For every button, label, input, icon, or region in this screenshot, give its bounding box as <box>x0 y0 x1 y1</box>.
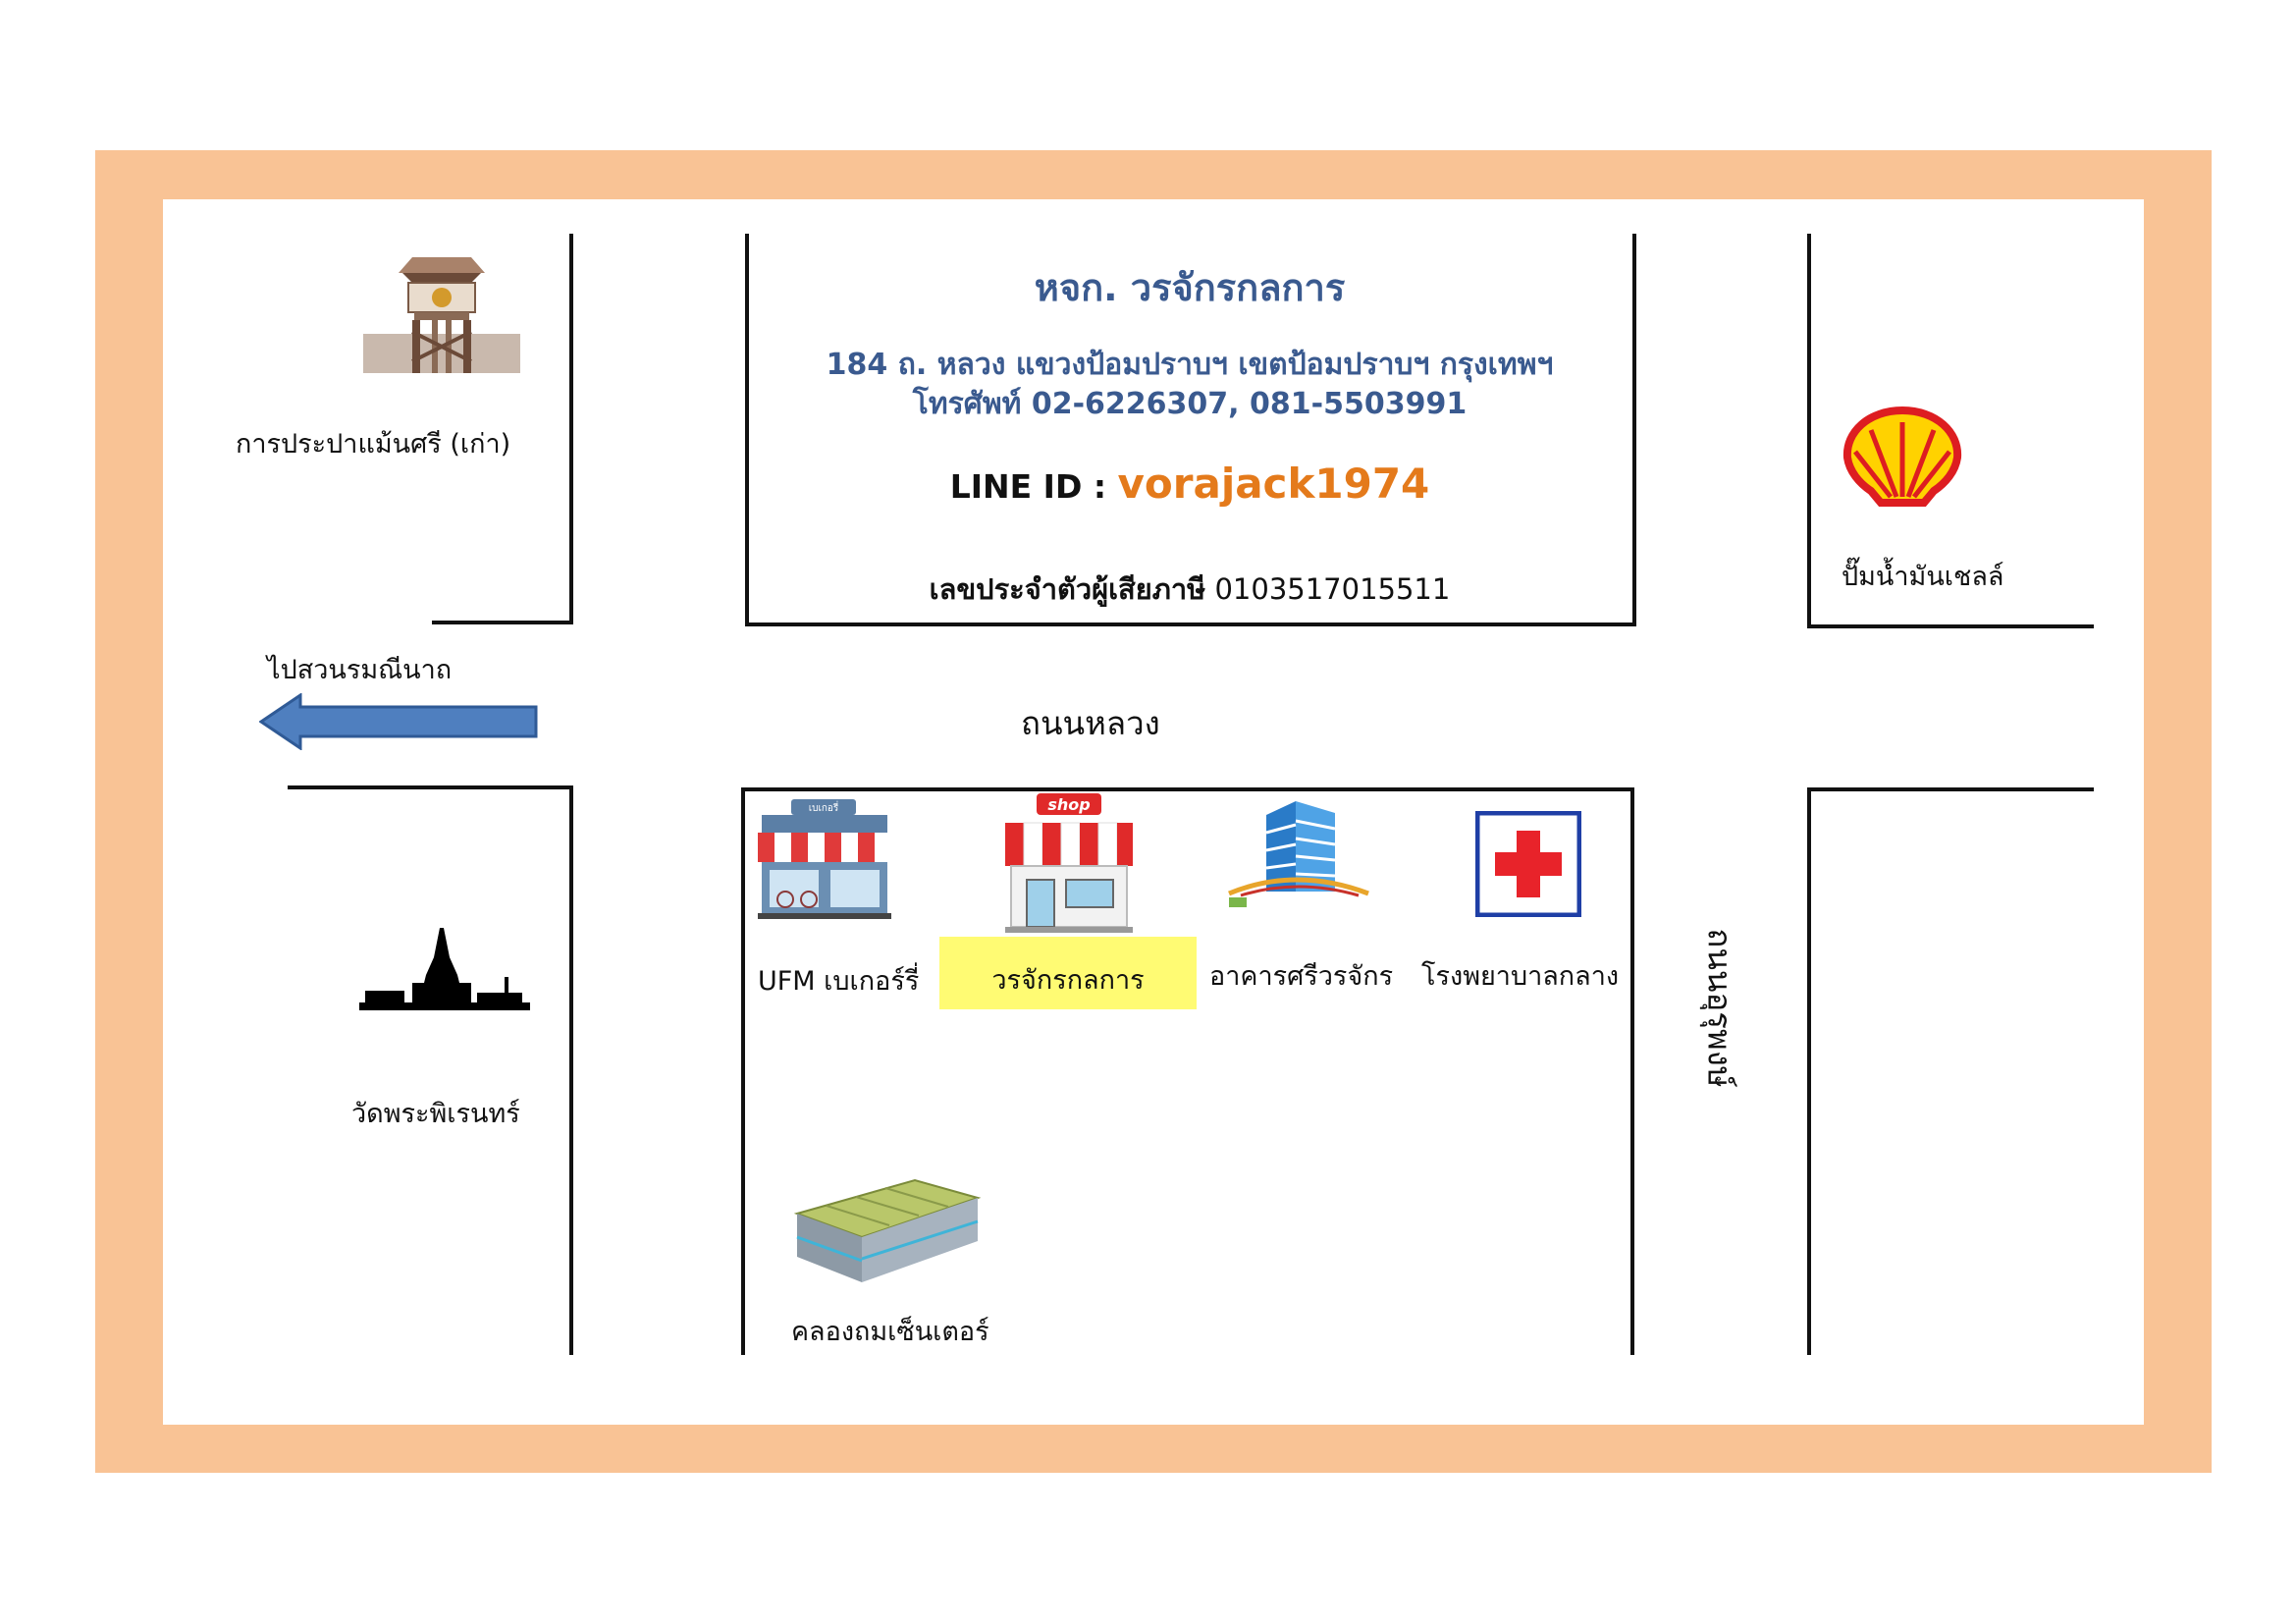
side-road-label: ถนนอุรุพงษ์ <box>1700 928 1739 1088</box>
temple-label: วัดพระพิเรนทร์ <box>351 1099 520 1129</box>
center-label: คลองถมเซ็นเตอร์ <box>791 1317 989 1347</box>
shell-label: ปั๊มน้ำมันเชลล์ <box>1842 562 2004 592</box>
waterworks-label: การประปาแม้นศรี (เก่า) <box>236 429 511 460</box>
line-label: LINE ID : <box>949 467 1107 506</box>
bank-label: อาคารศรีวรจักร <box>1209 961 1394 992</box>
tax-row <box>746 567 1633 612</box>
shell-logo-icon <box>1842 406 1963 507</box>
tax-label: เลขประจำตัวผู้เสียภาษี <box>929 572 1206 606</box>
business-phone: โทรศัพท์ 02-6226307, 081-5503991 <box>912 387 1468 421</box>
bakery-sign: เบเกอรี่ <box>808 803 839 814</box>
office-building-icon <box>1227 799 1370 909</box>
left-arrow-icon <box>259 693 540 750</box>
hospital-label: โรงพยาบาลกลาง <box>1421 961 1620 992</box>
bakery-storefront-icon <box>756 797 893 919</box>
red-cross-icon <box>1475 811 1581 917</box>
bakery-label: UFM เบเกอร์รี่ <box>758 966 920 997</box>
line-row <box>746 460 1633 508</box>
line-id[interactable]: vorajack1974 <box>1117 460 1430 508</box>
shop-label: วรจักรกลการ <box>991 965 1145 996</box>
shop-storefront-icon <box>1003 791 1135 933</box>
shop-sign: shop <box>1047 795 1091 814</box>
tax-id: 0103517015511 <box>1214 572 1451 606</box>
temple-silhouette-icon <box>359 928 530 1022</box>
business-name: หจก. วรจักรกลการ <box>1034 266 1346 309</box>
direction-label: ไปสวนรมณีนาถ <box>267 655 453 685</box>
main-road-label: ถนนหลวง <box>1021 704 1160 742</box>
market-building-icon <box>793 1176 982 1286</box>
water-tower-icon <box>363 244 520 373</box>
business-address: 184 ถ. หลวง แขวงป้อมปราบฯ เขตป้อมปราบฯ กรุงเทพฯ <box>826 348 1554 382</box>
